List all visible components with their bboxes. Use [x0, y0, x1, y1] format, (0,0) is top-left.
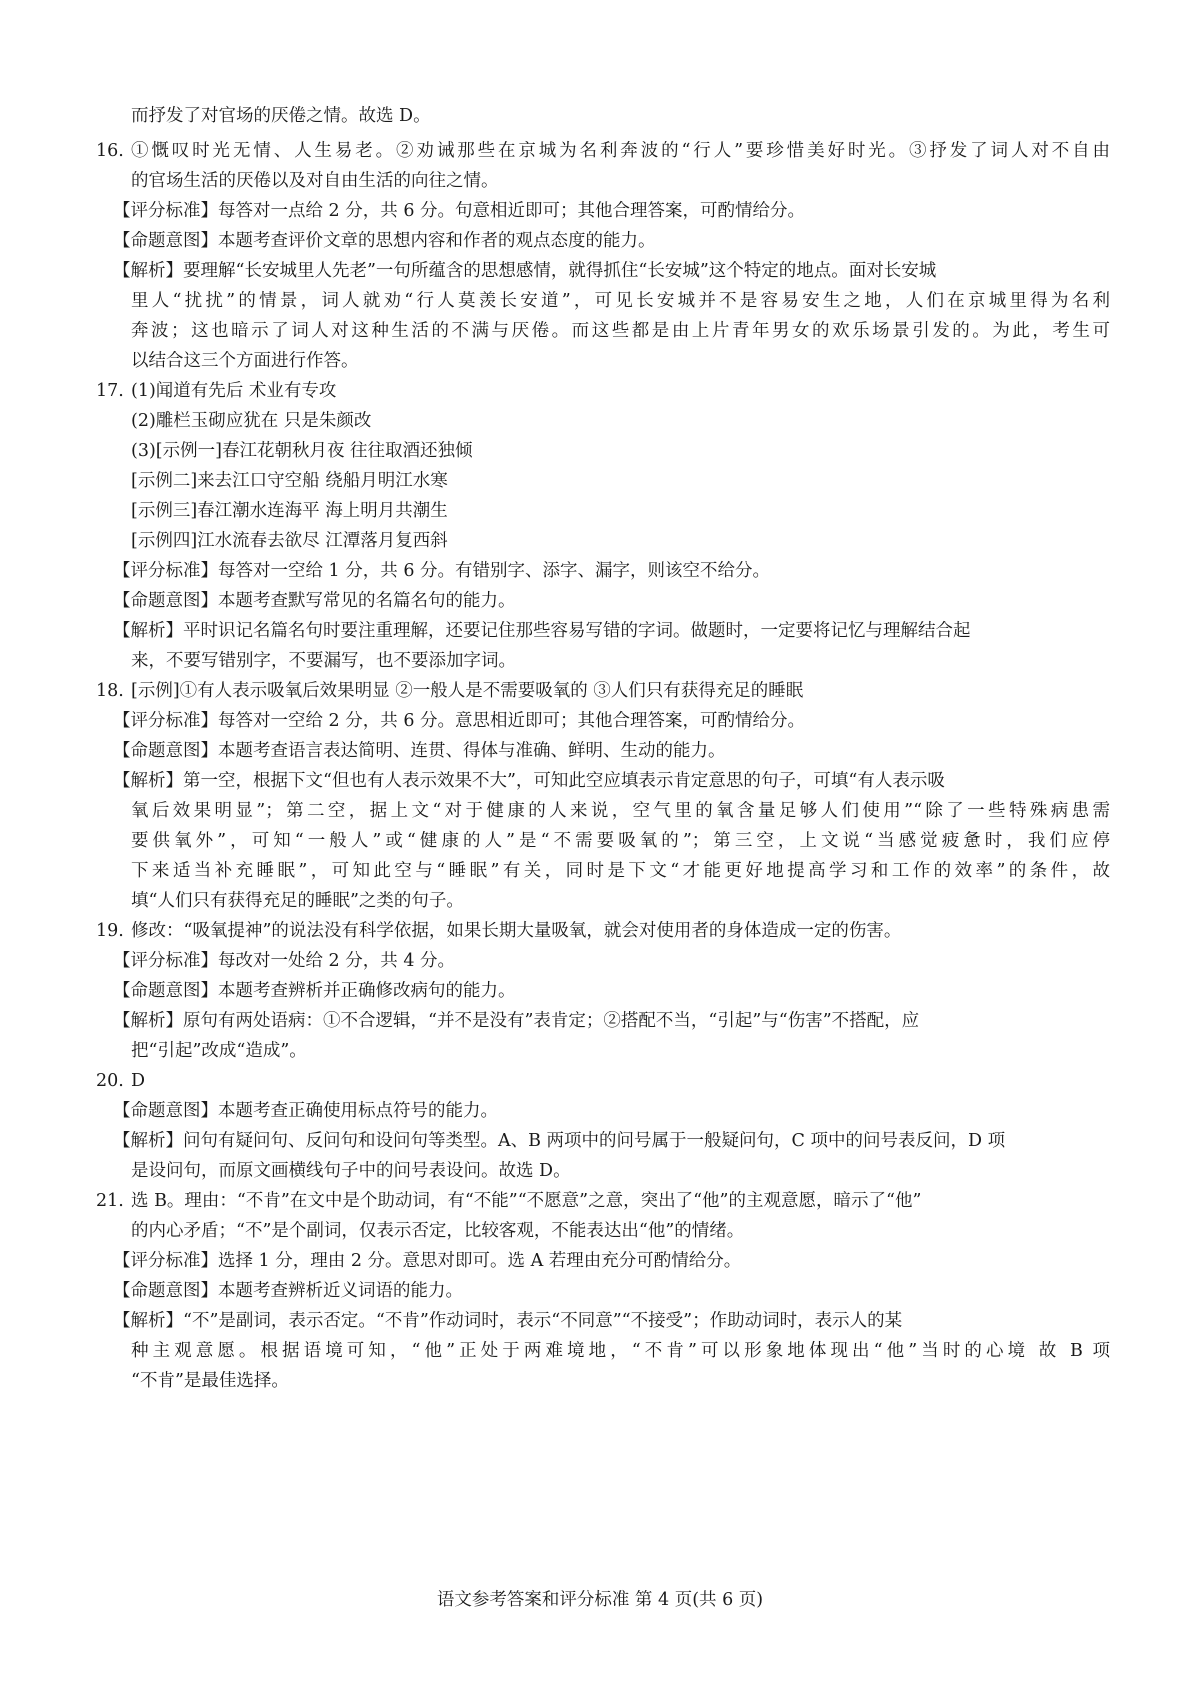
analysis: 【解析】原句有两处语病：①不合逻辑，“并不是没有”表肯定；②搭配不当，“引起”与“伤害”不搭配，应 [113, 1011, 920, 1031]
text-line: 以结合这三个方面进行作答。 [131, 351, 359, 371]
text-line: 的官场生活的厌倦以及对自由生活的向往之情。 [131, 171, 499, 191]
text-line: 里人“扰扰”的情景，词人就劝“行人莫羡长安道”，可见长安城并不是容易安生之地，人们在京城里得为名利 [131, 291, 1110, 311]
answer-text: [示例]①有人表示吸氧后效果明显 ②一般人是不需要吸氧的 ③人们只有获得充足的睡眠 [131, 681, 804, 701]
text-line: 而抒发了对官场的厌倦之情。故选 D。 [131, 106, 431, 126]
answer-text: 选 B。理由：“不肯”在文中是个助动词，有“不能”“不愿意”之意，突出了“他”的主观意愿，暗示了“他” [131, 1191, 922, 1211]
answer-text: D [131, 1071, 146, 1091]
question-20 [0, 1066, 1200, 1096]
answer-text: 修改：“吸氧提神”的说法没有科学依据，如果长期大量吸氧，就会对使用者的身体造成一定的伤害。 [131, 921, 902, 941]
question-16 [0, 136, 1200, 166]
text-line: [示例四]江水流春去欲尽 江潭落月复西斜 [131, 531, 448, 551]
question-19 [0, 916, 1200, 946]
page-footer: 语文参考答案和评分标准 第 4 页(共 6 页) [436, 1590, 764, 1610]
question-intent: 【命题意图】本题考查默写常见的名篇名句的能力。 [113, 591, 516, 611]
question-intent: 【命题意图】本题考查辨析并正确修改病句的能力。 [113, 981, 516, 1001]
question-number: 20. [96, 1071, 124, 1091]
question-21 [0, 1186, 1200, 1216]
scoring-standard: 【评分标准】每答对一空给 1 分，共 6 分。有错别字、添字、漏字，则该空不给分。 [113, 561, 771, 581]
text-line: [示例三]春江潮水连海平 海上明月共潮生 [131, 501, 448, 521]
question-number: 17. [96, 381, 124, 401]
text-line: 的内心矛盾；“不”是个副词，仅表示否定，比较客观，不能表达出“他”的情绪。 [131, 1221, 745, 1241]
question-number: 21. [96, 1191, 124, 1211]
scoring-standard: 【评分标准】每答对一空给 2 分，共 6 分。意思相近即可；其他合理答案，可酌情给分。 [113, 711, 806, 731]
text-line: [示例二]来去江口守空船 绕船月明江水寒 [131, 471, 448, 491]
question-intent: 【命题意图】本题考查正确使用标点符号的能力。 [113, 1101, 498, 1121]
question-number: 18. [96, 681, 124, 701]
question-intent: 【命题意图】本题考查辨析近义词语的能力。 [113, 1281, 463, 1301]
text-line: “不肯”是最佳选择。 [131, 1371, 289, 1391]
scoring-standard: 【评分标准】每改对一处给 2 分，共 4 分。 [113, 951, 456, 971]
analysis: 【解析】平时识记名篇名句时要注重理解，还要记住那些容易写错的字词。做题时，一定要将记忆与理解结合起 [113, 621, 971, 641]
analysis: 【解析】问句有疑问句、反问句和设问句等类型。A、B 两项中的问号属于一般疑问句，C 项中的问号表反问，D 项 [113, 1131, 1006, 1151]
text-line: 是设问句，而原文画横线句子中的问号表设问。故选 D。 [131, 1161, 571, 1181]
text-line: 要供氧外”，可知“一般人”或“健康的人”是“不需要吸氧的”；第三空，上文说“当感觉疲惫时，我们应停 [131, 831, 1110, 851]
text-line: 把“引起”改成“造成”。 [131, 1041, 307, 1061]
answer-text: ①慨叹时光无情、人生易老。②劝诫那些在京城为名利奔波的“行人”要珍惜美好时光。③抒发了词人对不自由 [131, 141, 1110, 161]
question-number: 19. [96, 921, 124, 941]
text-line: 奔波；这也暗示了词人对这种生活的不满与厌倦。而这些都是由上片青年男女的欢乐场景引发的。为此，考生可 [131, 321, 1110, 341]
analysis: 【解析】要理解“长安城里人先老”一句所蕴含的思想感情，就得抓住“长安城”这个特定的地点。面对长安城 [113, 261, 937, 281]
question-intent: 【命题意图】本题考查语言表达简明、连贯、得体与准确、鲜明、生动的能力。 [113, 741, 726, 761]
text-line: 种主观意愿。根据语境可知，“他”正处于两难境地，“不肯”可以形象地体现出“他”当时的心境 故 B 项 [131, 1341, 1110, 1361]
question-intent: 【命题意图】本题考查评价文章的思想内容和作者的观点态度的能力。 [113, 231, 656, 251]
text-line: (3)[示例一]春江花朝秋月夜 往往取酒还独倾 [131, 441, 473, 461]
text-line: 下来适当补充睡眠”，可知此空与“睡眠”有关，同时是下文“才能更好地提高学习和工作的效率”的条件，故 [131, 861, 1110, 881]
analysis: 【解析】第一空，根据下文“但也有人表示效果不大”，可知此空应填表示肯定意思的句子，可填“有人表示吸 [113, 771, 945, 791]
question-18 [0, 676, 1200, 706]
scoring-standard: 【评分标准】每答对一点给 2 分，共 6 分。句意相近即可；其他合理答案，可酌情给分。 [113, 201, 806, 221]
analysis: 【解析】“不”是副词，表示否定。“不肯”作动词时，表示“不同意”“不接受”；作助动词时，表示人的某 [113, 1311, 903, 1331]
text-line: 来，不要写错别字，不要漏写，也不要添加字词。 [131, 651, 516, 671]
text-line: 填“人们只有获得充足的睡眠”之类的句子。 [131, 891, 464, 911]
question-17 [0, 376, 1200, 406]
text-line: 氧后效果明显”；第二空，据上文“对于健康的人来说，空气里的氧含量足够人们使用”“除了一些特殊病患需 [131, 801, 1110, 821]
answer-text: (1)闻道有先后 术业有专攻 [131, 381, 337, 401]
scoring-standard: 【评分标准】选择 1 分，理由 2 分。意思对即可。选 A 若理由充分可酌情给分。 [113, 1251, 742, 1271]
text-line: (2)雕栏玉砌应犹在 只是朱颜改 [131, 411, 372, 431]
question-number: 16. [96, 141, 124, 161]
